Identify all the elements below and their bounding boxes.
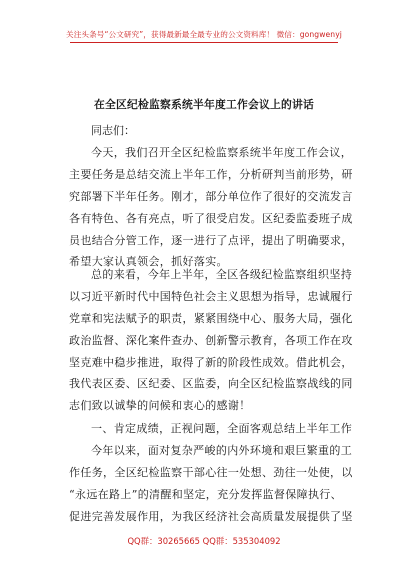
paragraph-line: “永远在路上”的清醒和坚定，充分发挥监督保障执行、 bbox=[69, 487, 342, 501]
header-note: 关注头条号“公文研究”，获得最新最全最专业的公文资料库！ 微信：gongwenyj bbox=[66, 30, 342, 39]
paragraph-line: 总的来看，今年上半年，全区各级纪检监察组织坚持 bbox=[91, 268, 353, 281]
body-paragraph bbox=[69, 142, 353, 273]
paragraph-line: 主要任务是总结交流上半年工作，分析研判当前形势，研 bbox=[69, 167, 353, 181]
paragraph-line: 一、肯定成绩，正视问题，全面客观总结上半年工作 bbox=[91, 422, 353, 435]
paragraph-line: 今天，我们召开全区纪检监察系统半年度工作会议， bbox=[91, 146, 353, 159]
paragraph-line: 希望大家认真领会，抓好落实。 bbox=[69, 255, 228, 269]
body-paragraph bbox=[69, 418, 353, 440]
paragraph-line: 以习近平新时代中国特色社会主义思想为指导，忠诚履行 bbox=[69, 289, 353, 303]
paragraph-line: 各有特色、各有亮点，听了很受启发。区纪委监委班子成 bbox=[69, 211, 353, 225]
document-title: 在全区纪检监察系统半年度工作会议上的讲话 bbox=[94, 98, 314, 111]
paragraph-line: 员也结合分管工作，逐一进行了点评，提出了明确要求， bbox=[69, 233, 353, 247]
footer-contact: QQ群：30265665 QQ群：535304092 bbox=[127, 536, 281, 546]
paragraph-line: 志们致以诚挚的问候和衷心的感谢！ bbox=[69, 399, 251, 413]
body-paragraph bbox=[69, 264, 353, 417]
paragraph-line: 促进完善发展作用，为我区经济社会高质量发展提供了坚 bbox=[69, 509, 353, 523]
paragraph-line: 党章和宪法赋予的职责，紧紧围绕中心、服务大局，强化 bbox=[69, 311, 353, 325]
paragraph-line: 政治监督、深化案件查办、创新警示教育，各项工作在攻 bbox=[69, 333, 353, 347]
paragraph-line: 作任务，全区纪检监察干部心往一处想、劲往一处使，以 bbox=[69, 465, 353, 479]
body-paragraph bbox=[69, 440, 353, 528]
paragraph-line: 我代表区委、区纪委、区监委，向全区纪检监察战线的同 bbox=[69, 377, 353, 391]
greeting: 同志们： bbox=[91, 124, 135, 137]
header-divider bbox=[70, 42, 338, 43]
paragraph-line: 坚克难中稳步推进，取得了新的阶段性成效。借此机会， bbox=[69, 355, 353, 369]
paragraph-line: 今年以来，面对复杂严峻的内外环境和艰巨繁重的工 bbox=[91, 444, 353, 457]
paragraph-line: 究部署下半年任务。刚才，部分单位作了很好的交流发言 bbox=[69, 189, 353, 203]
